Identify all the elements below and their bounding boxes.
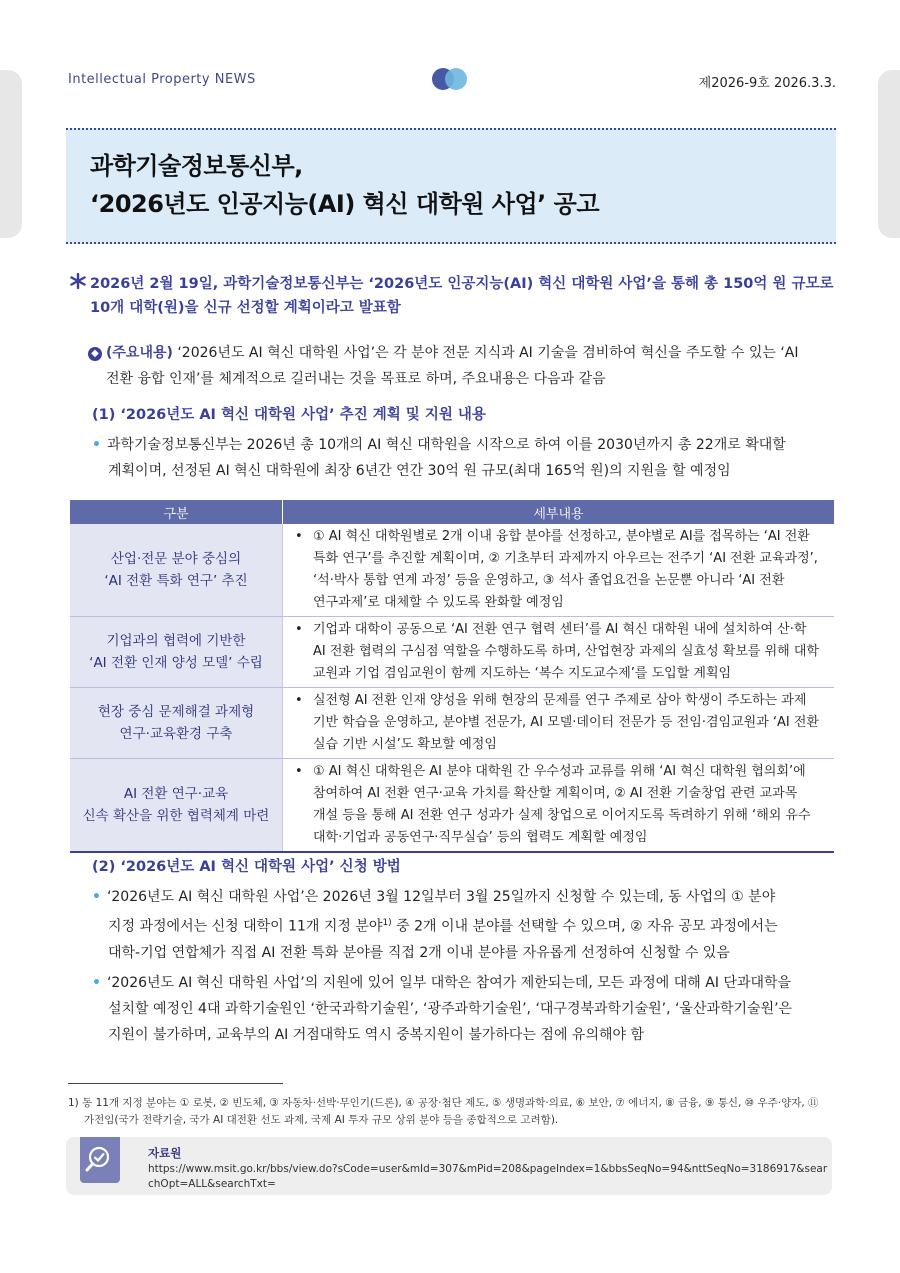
title-box bbox=[66, 128, 836, 244]
snowflake-bullet-icon bbox=[70, 273, 86, 289]
table-row-details bbox=[283, 617, 835, 688]
section-2-heading: (2) ‘2026년도 AI 혁신 대학원 사업’ 신청 방법 bbox=[92, 859, 401, 875]
table-row bbox=[70, 759, 834, 853]
category-line-1: 현장 중심 문제해결 과제형 bbox=[97, 704, 255, 720]
right-side-tab bbox=[878, 70, 900, 238]
source-label: 자료원 bbox=[148, 1146, 182, 1160]
footnote-line-1: 1) 동 11개 지정 분야는 ① 로봇, ② 빈도체, ③ 자동차·선박·무인기(드론), ④ 공장·첨단 제도, ⑤ 생명과학·의료, ⑥ 보안, ⑦ 에너지, ⑧ 금융, ⑨ 통신, ⑩ 우주·양자, ⑪ bbox=[68, 1097, 819, 1109]
table-row-details bbox=[283, 688, 835, 759]
category-line-1: AI 전환 연구·교육 bbox=[123, 786, 229, 802]
section-2-bullet-2-line-3: 지원이 불가하며, 교육부의 AI 거점대학도 역시 중복지원이 불가하다는 점에 유의해야 함 bbox=[108, 1027, 644, 1043]
section-2-bullet-1-line-3: 대학-기업 연합체가 직접 AI 전환 특화 분야를 직접 2개 이내 분야를 자유롭게 선정하여 신청할 수 있음 bbox=[108, 944, 730, 961]
section-2-bullet-1-line-2a: 지정 과정에서는 신청 대학이 11개 지정 분야 bbox=[108, 918, 383, 935]
table-row bbox=[70, 617, 834, 688]
category-line-1: 기업과의 협력에 기반한 bbox=[106, 633, 246, 649]
category-line-2: ‘AI 전환 특화 연구’ 추진 bbox=[104, 573, 248, 589]
bullet-dot: • bbox=[92, 889, 101, 905]
lead-paragraph bbox=[70, 272, 850, 320]
section-2-bullet-2 bbox=[92, 970, 852, 1048]
table-row bbox=[70, 524, 834, 617]
section-1-heading: (1) ‘2026년도 AI 혁신 대학원 사업’ 추진 계획 및 지원 내용 bbox=[92, 407, 486, 423]
category-line-2: ‘AI 전환 인재 양성 모델’ 수립 bbox=[89, 655, 263, 671]
category-line-2: 연구·교육환경 구축 bbox=[119, 726, 233, 742]
newsletter-brand: Intellectual Property NEWS bbox=[68, 72, 256, 87]
footnote-line-2: 가전임(국가 전략기술, 국가 AI 대전환 선도 과제, 국제 AI 투자 규모 상위 분야 등을 종합적으로 고려함). bbox=[84, 1114, 559, 1126]
table-row bbox=[70, 688, 834, 759]
table-header-details: 세부내용 bbox=[283, 500, 835, 524]
logo-icon bbox=[432, 68, 470, 92]
footnote-reference: 1) bbox=[382, 918, 392, 928]
detail-line: • 기업과 대학이 공동으로 ‘AI 전환 연구 협력 센터’를 AI 혁신 대학원 내에 설치하여 산·학 bbox=[313, 622, 807, 637]
category-line-2: 신속 확산을 위한 협력체계 마련 bbox=[82, 808, 270, 824]
table-row-category bbox=[70, 524, 283, 617]
bullet-dot: • bbox=[92, 975, 101, 991]
table-row-category bbox=[70, 617, 283, 688]
section-2-bullet-2-line-2: 설치할 예정인 4대 과학기술원인 ‘한국과학기술원’, ‘광주과학기술원’, ‘대구경북과학기술원’, ‘울산과학기술원’은 bbox=[108, 1001, 793, 1017]
magnifier-check-icon bbox=[80, 1137, 120, 1183]
detail-bullet bbox=[293, 526, 826, 614]
summary-paragraph bbox=[88, 340, 848, 392]
detail-line: 실습 기반 시설’도 확보할 예정임 bbox=[313, 737, 497, 752]
section-1-bullet-line-1: 과학기술정보통신부는 2026년 총 10개의 AI 혁신 대학원을 시작으로 하여 이를 2030년까지 총 22개로 확대할 bbox=[106, 437, 786, 453]
issue-number-date: 제2026-9호 2026.3.3. bbox=[698, 76, 836, 91]
summary-label: (주요내용) bbox=[106, 345, 173, 361]
detail-line: 특화 연구’를 추진할 계획이며, ② 기초부터 과제까지 아우르는 전주기 ‘AI 전환 교육과정’, bbox=[313, 551, 818, 566]
detail-line: 대학·기업과 공동연구·직무실습’ 등의 협력도 계획할 예정임 bbox=[313, 830, 648, 845]
summary-line-2: 전환 융합 인재’를 체계적으로 길러내는 것을 목표로 하며, 주요내용은 다음과 같음 bbox=[106, 371, 606, 387]
section-2-bullet-2-line-1: ‘2026년도 AI 혁신 대학원 사업’의 지원에 있어 일부 대학은 참여가 제한되는데, 모든 과정에 대해 AI 단과대학을 bbox=[106, 975, 792, 991]
detail-bullet bbox=[293, 761, 826, 849]
footnote bbox=[68, 1095, 848, 1129]
section-2-bullet-1-line-1: ‘2026년도 AI 혁신 대학원 사업’은 2026년 3월 12일부터 3월 25일까지 신청할 수 있는데, 동 사업의 ① 분야 bbox=[106, 889, 776, 905]
detail-line: 개설 등을 통해 AI 전환 연구 성과가 실제 창업으로 이어지도록 독려하기 위해 ‘해외 유수 bbox=[313, 808, 811, 823]
section-2-bullet-1 bbox=[92, 884, 852, 966]
title-line-1: 과학기술정보통신부, bbox=[90, 152, 303, 180]
summary-line-1: ‘2026년도 AI 혁신 대학원 사업’은 각 분야 전문 지식과 AI 기술을 겸비하여 혁신을 주도할 수 있는 ‘AI bbox=[172, 345, 799, 361]
lead-line-2: 10개 대학(원)을 신규 선정할 계획이라고 발표함 bbox=[90, 300, 401, 316]
table-header-category: 구분 bbox=[70, 500, 283, 524]
section-1-bullet bbox=[92, 432, 852, 484]
left-side-tab bbox=[0, 70, 22, 238]
detail-line: • ① AI 혁신 대학원은 AI 분야 대학원 간 우수성과 교류를 위해 ‘AI 혁신 대학원 협의회’에 bbox=[313, 764, 806, 779]
lead-line-1: 2026년 2월 19일, 과학기술정보통신부는 ‘2026년도 인공지능(AI) 혁신 대학원 사업’을 통해 총 150억 원 규모로 bbox=[90, 276, 834, 292]
table-row-details bbox=[283, 759, 835, 853]
detail-line: 교원과 기업 겸임교원이 함께 지도하는 ‘복수 지도교수제’를 도입할 계획임 bbox=[313, 666, 732, 681]
detail-line: 참여하여 AI 전환 연구·교육 가치를 확산할 계획이며, ② AI 전환 기술창업 관련 교과목 bbox=[313, 786, 798, 801]
footnote-divider bbox=[68, 1083, 283, 1084]
section-2-bullet-1-line-2b: 중 2개 이내 분야를 선택할 수 있으며, ② 자유 공모 과정에서는 bbox=[391, 918, 778, 935]
section-1-bullet-line-2: 계획이며, 선정된 AI 혁신 대학원에 최장 6년간 연간 30억 원 규모(최대 165억 원)의 지원을 할 예정임 bbox=[108, 463, 731, 479]
support-details-table bbox=[70, 500, 834, 853]
title-line-2: ‘2026년도 인공지능(AI) 혁신 대학원 사업’ 공고 bbox=[90, 190, 600, 218]
detail-bullet bbox=[293, 690, 826, 756]
detail-line: • 실전형 AI 전환 인재 양성을 위해 현장의 문제를 연구 주제로 삼아 학생이 주도하는 과제 bbox=[313, 693, 807, 708]
source-url[interactable]: https://www.msit.go.kr/bbs/view.do?sCode=user&mId=307&mPid=208&pageIndex=1&bbsSeqNo=94&nttSeqNo=3186917&searchOpt=ALL&searchTxt= bbox=[148, 1163, 828, 1190]
table-row-details bbox=[283, 524, 835, 617]
detail-line: AI 전환 협력의 구심점 역할을 수행하도록 하며, 산업현장 과제의 실효성 확보를 위해 대학 bbox=[313, 644, 819, 659]
detail-line: 기반 학습을 운영하고, 분야별 전문가, AI 모델·데이터 전문가 등 전임·겸임교원과 ‘AI 전환 bbox=[313, 715, 819, 730]
table-row-category bbox=[70, 759, 283, 853]
detail-line: • ① AI 혁신 대학원별로 2개 이내 융합 분야를 선정하고, 분야별로 AI를 접목하는 ‘AI 전환 bbox=[313, 529, 810, 544]
detail-line: 연구과제’로 대체할 수 있도록 완화할 예정임 bbox=[313, 595, 564, 610]
table-row-category bbox=[70, 688, 283, 759]
bullet-dot: • bbox=[92, 437, 101, 453]
category-line-1: 산업·전문 분야 중심의 bbox=[110, 551, 242, 567]
diamond-bullet-icon: ◆ bbox=[88, 347, 102, 361]
source-box bbox=[66, 1137, 832, 1195]
detail-line: ‘석·박사 통합 연계 과정’ 등을 운영하고, ③ 석사 졸업요건을 논문뿐 아니라 ‘AI 전환 bbox=[313, 573, 785, 588]
detail-bullet bbox=[293, 619, 826, 685]
